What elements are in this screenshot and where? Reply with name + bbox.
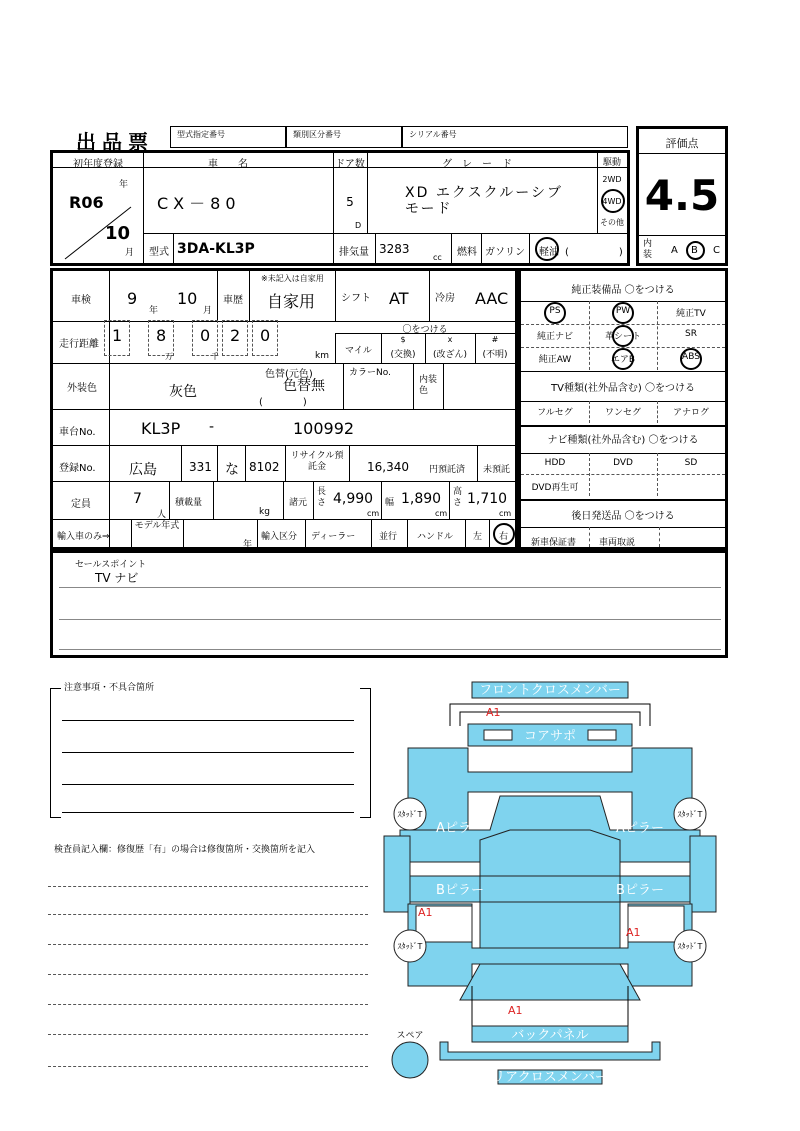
- reg-area: 広島: [129, 462, 157, 478]
- doors-unit: D: [355, 221, 362, 230]
- mileage-label: 走行距離: [59, 339, 99, 350]
- equipment-item: PW: [615, 306, 631, 316]
- b-pillar-right-label: Bピラー: [616, 883, 664, 898]
- ac-value: AAC: [475, 289, 509, 308]
- category-label: 類別区分番号: [293, 130, 341, 139]
- caution-bracket-left: [50, 688, 61, 818]
- reg-class: 331: [189, 460, 212, 474]
- import-year-unit: 年: [243, 540, 253, 550]
- doors-value: 5: [346, 195, 354, 209]
- spare-label: スペア: [396, 1031, 424, 1041]
- car-name: CX－80: [157, 194, 241, 213]
- inspector-label: 検査員記入欄：修復歴「有」の場合は修復箇所・交換箇所を記入: [54, 845, 316, 855]
- mark-note: 〇をつける: [402, 325, 448, 335]
- drive-label: 駆動: [602, 158, 621, 168]
- interior-c: C: [713, 245, 720, 256]
- strut-fr-label: ｽﾀｯﾄﾞT: [677, 810, 703, 819]
- navi-item: SD: [684, 458, 698, 468]
- chassis-no: 100992: [293, 419, 355, 438]
- damage-code-left: A1: [418, 906, 433, 919]
- damage-code-rear: A1: [508, 1004, 523, 1017]
- width-value: 1,890: [401, 491, 442, 507]
- first-reg-month: 10: [105, 223, 131, 244]
- man-unit: 万: [165, 352, 173, 361]
- b-pillar-left-label: Bピラー: [436, 883, 484, 898]
- chassis-prefix: KL3P: [141, 419, 181, 438]
- rear-floor: [460, 964, 640, 1000]
- import-label: 輸入車のみ⇒: [57, 532, 110, 542]
- later-title: 後日発送品 〇をつける: [571, 511, 675, 522]
- type-value: 3DA-KL3P: [177, 241, 255, 257]
- equipment-circle: [612, 348, 634, 370]
- ext-color-value: 灰色: [169, 384, 197, 400]
- tv-title: TV種類(社外品含む) 〇をつける: [551, 383, 695, 394]
- cc-unit: cc: [433, 253, 442, 262]
- equipment-item: SR: [685, 329, 697, 339]
- reg-kana: な: [225, 462, 239, 478]
- load-label: 積載量: [175, 498, 203, 508]
- navi-title: ナビ種類(社外品含む) 〇をつける: [547, 435, 699, 446]
- drive-other: その他: [600, 218, 624, 227]
- damage-code-right: A1: [626, 926, 641, 939]
- tv-item: フルセグ: [537, 408, 573, 418]
- sales-block: [50, 550, 728, 658]
- recycle-amount: 16,340: [367, 460, 409, 474]
- equipment-title: 純正装備品 〇をつける: [571, 285, 675, 296]
- parallel-label: 並行: [379, 532, 398, 542]
- car-name-label: 車名: [208, 159, 268, 170]
- shaken-month: 10: [177, 289, 198, 308]
- displacement-value: 3283: [379, 242, 410, 256]
- fuel-gasoline: ガソリン: [485, 247, 525, 258]
- height-label: 高さ: [453, 487, 463, 508]
- right-circle: [493, 523, 515, 545]
- navi-item: HDD: [544, 458, 566, 468]
- drive-2wd: 2WD: [602, 175, 622, 184]
- equipment-circle: [612, 325, 634, 347]
- core-support-label: コアサポ: [523, 729, 577, 744]
- interior-b: B: [691, 245, 698, 256]
- shift-label: シフト: [341, 293, 371, 304]
- sales-label: セールスポイント: [75, 560, 147, 570]
- equipment-item: 革シート: [604, 332, 641, 342]
- reg-no: 8102: [249, 460, 280, 474]
- fuel-diesel: 軽油: [539, 247, 559, 258]
- equipment-item: 純正TV: [676, 309, 706, 319]
- capacity-value: 7: [133, 491, 142, 507]
- a-pillar-right-label: Aピラー: [616, 821, 664, 836]
- right-side-panel: [690, 836, 716, 912]
- rear-bumper-outline: [440, 1042, 660, 1060]
- later-item-manual: 車両取説: [599, 538, 636, 548]
- interior-label: 内装: [643, 239, 653, 260]
- left-side-panel: [384, 836, 410, 912]
- serial-label: シリアル番号: [409, 130, 457, 139]
- grade-value: XD エクスクルーシブモード: [405, 185, 563, 217]
- page-title: 出品票: [76, 130, 154, 154]
- length-cm: cm: [367, 509, 380, 518]
- first-reg-year: R06: [69, 193, 104, 212]
- load-kg-unit: kg: [259, 507, 270, 517]
- capacity-label: 定員: [71, 499, 91, 510]
- score-label: 評価点: [665, 137, 699, 150]
- shaken-month-unit: 月: [203, 306, 213, 316]
- strut-rl-label: ｽﾀｯﾄﾞT: [397, 942, 423, 951]
- chassis-dash: -: [209, 419, 215, 435]
- history-label: 車歴: [223, 295, 243, 306]
- type-label: 型式: [149, 247, 169, 258]
- car-body-diagram: [380, 680, 720, 1090]
- handle-label: ハンドル: [417, 532, 454, 542]
- mileage-digit: 1: [112, 326, 123, 345]
- first-reg-label: 初年度登録: [73, 159, 123, 170]
- front-cross-label: フロントクロスメンバー: [479, 683, 621, 698]
- recycle-label: リサイクル預託金: [290, 451, 344, 472]
- sen-unit: 千: [211, 352, 219, 361]
- b-pillar-center: [480, 876, 620, 902]
- length-label: 長さ: [317, 487, 327, 508]
- ext-color-label: 外装色: [67, 383, 97, 394]
- tv-item: ワンセグ: [604, 408, 641, 418]
- int-color-label: 内装色: [419, 375, 438, 396]
- model-designation-field: [170, 126, 286, 148]
- interior-a: A: [671, 245, 678, 256]
- import-type-label: 輸入区分: [261, 532, 298, 542]
- grade-label: グレード: [442, 159, 522, 170]
- year-unit: 年: [119, 180, 129, 190]
- shift-value: AT: [389, 289, 409, 308]
- drive-4wd: 4WD: [602, 197, 622, 206]
- shaken-year: 9: [127, 289, 138, 308]
- month-unit: 月: [125, 248, 135, 258]
- km-unit: km: [315, 351, 329, 361]
- front-bumper-outline: [450, 704, 650, 726]
- mileage-digit: 8: [156, 326, 167, 345]
- mileage-digit: 2: [230, 326, 241, 345]
- category-field: [286, 126, 402, 148]
- fuel-paren: ( ): [565, 247, 623, 258]
- repaint-value: 色替無: [283, 378, 325, 394]
- score-value: 4.5: [644, 171, 720, 220]
- mile-label: マイル: [345, 346, 372, 356]
- altered-label: (改ざん): [432, 350, 468, 360]
- left-label: 左: [473, 532, 483, 542]
- equipment-circle: [680, 348, 702, 370]
- height-value: 1,710: [467, 491, 508, 507]
- ac-label: 冷房: [435, 293, 455, 304]
- equipment-circle: [544, 302, 566, 324]
- tv-item: アナログ: [672, 408, 709, 418]
- width-cm: cm: [435, 509, 448, 518]
- serial-field: [402, 126, 628, 148]
- unknown-symbol: #: [491, 335, 499, 344]
- equipment-item: 純正ナビ: [536, 332, 573, 342]
- shaken-year-unit: 年: [149, 306, 159, 316]
- reg-label: 登録No.: [59, 463, 96, 474]
- width-label: 幅: [385, 498, 395, 508]
- spare-tire: [392, 1042, 428, 1078]
- caution-label: 注意事項・不具合箇所: [64, 683, 155, 693]
- model-designation-label: 型式指定番号: [177, 130, 225, 139]
- fuel-diesel-circle: [535, 237, 559, 261]
- inspection-block: [50, 268, 518, 550]
- displacement-label: 排気量: [339, 247, 369, 258]
- drive-4wd-circle: [601, 189, 625, 213]
- height-cm: cm: [499, 509, 512, 518]
- equipment-item: 純正AW: [538, 355, 572, 365]
- strut-rr-label: ｽﾀｯﾄﾞT: [677, 942, 703, 951]
- repaint-paren: ( ): [259, 397, 307, 408]
- specs-label: 諸元: [289, 498, 308, 508]
- unknown-label: (不明): [482, 350, 508, 360]
- length-value: 4,990: [333, 491, 374, 507]
- back-panel-label: バックパネル: [511, 1028, 589, 1043]
- fuel-label: 燃料: [457, 247, 477, 258]
- rear-cross-label: リアクロスメンバー: [492, 1070, 608, 1085]
- doors-label: ドア数: [335, 159, 365, 170]
- history-value: 自家用: [267, 292, 316, 311]
- person-unit: 人: [157, 510, 167, 520]
- recycle-not: 未預託: [483, 465, 511, 475]
- chassis-label: 車台No.: [59, 427, 96, 438]
- exchange-symbol: $: [400, 335, 406, 344]
- equipment-circle: [612, 302, 634, 324]
- dealer-label: ディーラー: [311, 532, 356, 542]
- right-label: 右: [499, 532, 509, 542]
- mileage-digit: 0: [200, 326, 211, 345]
- exchange-label: (交換): [390, 350, 416, 360]
- a-pillar-left-label: Aピラー: [436, 821, 484, 836]
- shaken-label: 車検: [71, 295, 91, 306]
- model-year-label: モデル年式: [134, 521, 180, 531]
- mileage-digit: 0: [260, 326, 271, 345]
- history-note: ※未記入は自家用: [261, 274, 324, 283]
- navi-item: DVD: [613, 458, 633, 468]
- caution-bracket-right: [360, 688, 371, 818]
- interior-b-circle: [686, 241, 705, 260]
- navi-item: DVD再生可: [531, 483, 579, 493]
- repaint-label: 色替(元色): [265, 369, 313, 380]
- equipment-item: エアB: [610, 355, 636, 365]
- score-box: [636, 126, 728, 266]
- equipment-item: ABS: [682, 352, 700, 362]
- later-item-warranty: 新車保証書: [531, 538, 577, 548]
- color-no-label: カラーNo.: [349, 368, 391, 378]
- damage-code-front: A1: [486, 706, 501, 719]
- vehicle-block: [50, 150, 630, 266]
- sales-text: TV ナビ: [95, 571, 139, 585]
- recycle-deposited: 円預託済: [429, 465, 466, 475]
- strut-fl-label: ｽﾀｯﾄﾞT: [397, 810, 423, 819]
- equipment-item: PS: [549, 306, 561, 316]
- altered-symbol: x: [447, 335, 453, 344]
